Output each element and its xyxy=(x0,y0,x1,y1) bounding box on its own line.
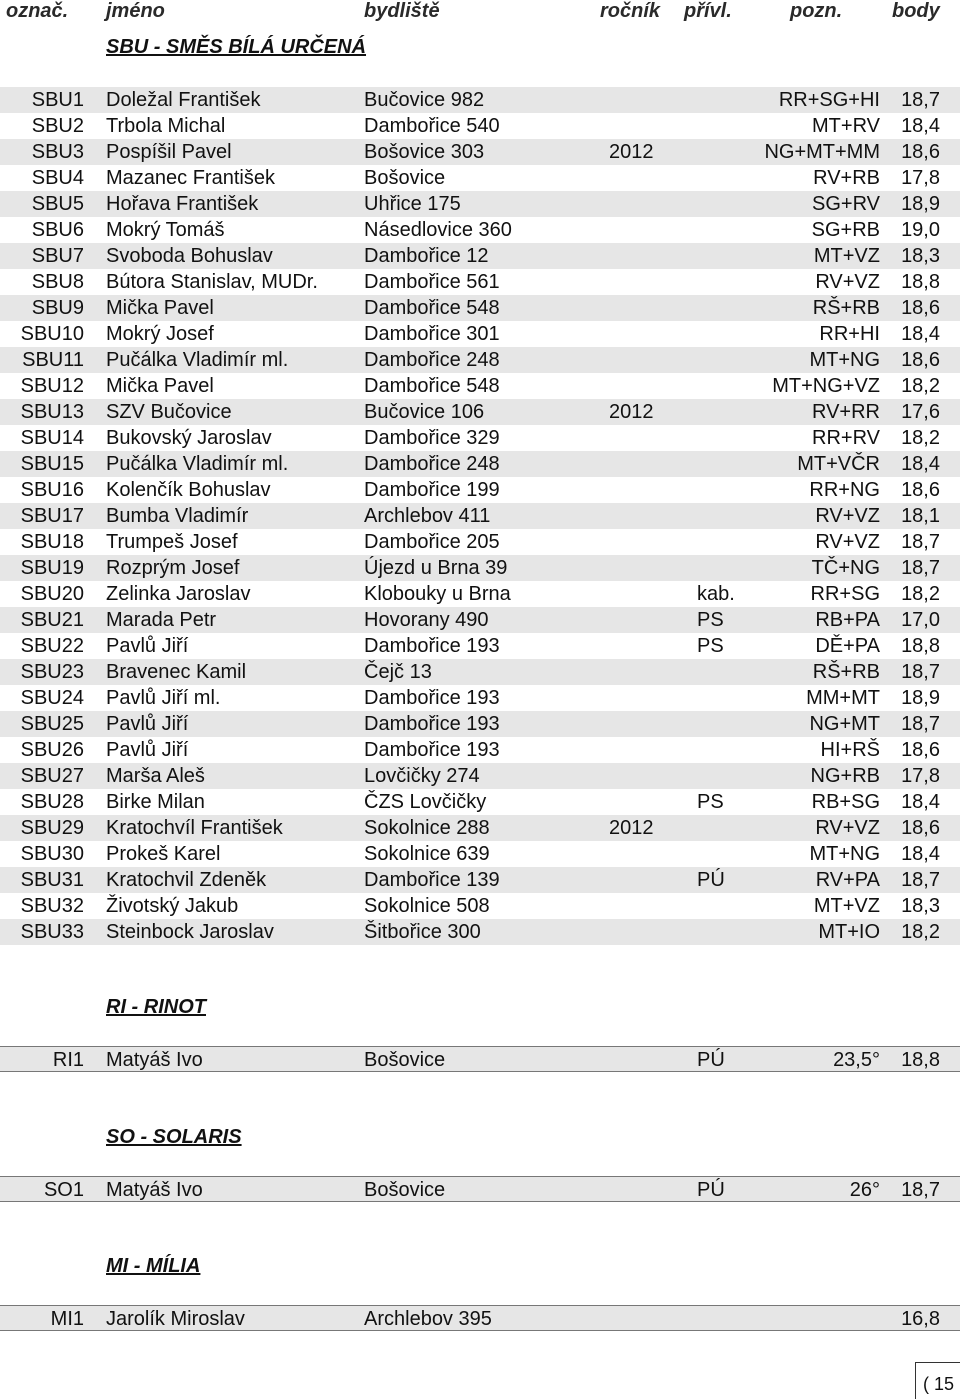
entry-note: MT+VČR xyxy=(797,453,880,475)
entry-name: SZV Bučovice xyxy=(106,401,232,423)
entry-note: NG+MT xyxy=(809,713,880,735)
entry-town: Hovorany 490 xyxy=(364,609,489,631)
page-number: ( 15 xyxy=(922,1374,954,1394)
entry-name: Kratochvil Zdeněk xyxy=(106,869,267,891)
entry-score: 18,2 xyxy=(901,375,940,397)
entry-score: 18,6 xyxy=(901,297,940,319)
table-row xyxy=(0,477,960,503)
entry-year: 2012 xyxy=(609,401,654,423)
entry-score: 18,1 xyxy=(901,505,940,527)
entry-score: 18,3 xyxy=(901,245,940,267)
entry-note: RV+RR xyxy=(812,401,880,423)
table-row xyxy=(0,867,960,893)
entry-score: 18,7 xyxy=(901,557,940,579)
table-row xyxy=(0,1305,960,1331)
entry-id: MI1 xyxy=(50,1308,84,1330)
entry-year: 2012 xyxy=(609,141,654,163)
table-row xyxy=(0,893,960,919)
entry-name: Pučálka Vladimír ml. xyxy=(106,453,289,475)
entry-name: Doležal František xyxy=(106,89,261,111)
entry-name: Rozprým Josef xyxy=(106,557,240,579)
entry-score: 18,4 xyxy=(901,843,940,865)
header-rocnik: ročník xyxy=(600,0,661,22)
entry-name: Marša Aleš xyxy=(106,765,205,787)
entry-attribute: PÚ xyxy=(697,1049,725,1071)
entry-town: Archlebov 411 xyxy=(364,505,491,527)
entry-note: RB+SG xyxy=(811,791,880,813)
table-row xyxy=(0,87,960,113)
entry-note: NG+RB xyxy=(810,765,880,787)
entry-name: Kratochvíl František xyxy=(106,817,283,839)
entry-id: SBU18 xyxy=(20,531,84,553)
entry-id: SBU4 xyxy=(31,167,84,189)
table-row xyxy=(0,737,960,763)
entry-id: SBU23 xyxy=(20,661,84,683)
entry-town: Dambořice 193 xyxy=(364,687,500,709)
entry-town: Klobouky u Brna xyxy=(364,583,511,605)
entry-name: Prokeš Karel xyxy=(106,843,221,865)
entry-score: 18,4 xyxy=(901,323,940,345)
table-row xyxy=(0,243,960,269)
entry-attribute: PÚ xyxy=(697,869,725,891)
entry-id: SBU26 xyxy=(20,739,84,761)
section-title-mi: MI - MÍLIA xyxy=(106,1255,201,1277)
entry-note: RB+PA xyxy=(815,609,880,631)
section-title-so: SO - SOLARIS xyxy=(106,1126,242,1148)
entry-score: 18,2 xyxy=(901,921,940,943)
entry-name: Jarolík Miroslav xyxy=(106,1308,245,1330)
entry-name: Bravenec Kamil xyxy=(106,661,247,683)
entry-name: Pavlů Jiří ml. xyxy=(106,687,221,709)
entry-id: SBU7 xyxy=(31,245,84,267)
section-title-ri: RI - RINOT xyxy=(106,996,206,1018)
entry-note: TČ+NG xyxy=(811,557,880,579)
entry-score: 18,9 xyxy=(901,193,940,215)
entry-note: RV+PA xyxy=(815,869,880,891)
entry-id: RI1 xyxy=(52,1049,84,1071)
entry-town: Sokolnice 639 xyxy=(364,843,490,865)
entry-attribute: PS xyxy=(697,635,724,657)
entry-name: Trbola Michal xyxy=(106,115,226,137)
entry-score: 19,0 xyxy=(901,219,940,241)
entry-id: SBU2 xyxy=(31,115,84,137)
entry-score: 18,4 xyxy=(901,453,940,475)
entry-name: Bumba Vladimír xyxy=(106,505,249,527)
entry-note: RR+RV xyxy=(812,427,880,449)
entry-note: RV+VZ xyxy=(815,271,880,293)
entry-id: SBU6 xyxy=(31,219,84,241)
entry-id: SBU8 xyxy=(31,271,84,293)
table-row xyxy=(0,607,960,633)
entry-town: Šitbořice 300 xyxy=(364,921,481,943)
entry-town: Bučovice 106 xyxy=(364,401,485,423)
entry-note: RR+HI xyxy=(819,323,880,345)
entry-score: 18,6 xyxy=(901,479,940,501)
entry-town: Bošovice 303 xyxy=(364,141,485,163)
entry-name: Marada Petr xyxy=(106,609,217,631)
entry-score: 18,4 xyxy=(901,115,940,137)
entry-id: SBU21 xyxy=(20,609,84,631)
header-body: body xyxy=(892,0,940,22)
table-row xyxy=(0,451,960,477)
table-row xyxy=(0,399,960,425)
entry-note: MT+RV xyxy=(812,115,880,137)
entry-name: Steinbock Jaroslav xyxy=(106,921,274,943)
entry-name: Mokrý Josef xyxy=(106,323,214,345)
entry-id: SBU19 xyxy=(20,557,84,579)
entry-score: 18,8 xyxy=(901,271,940,293)
entry-id: SBU1 xyxy=(31,89,84,111)
entry-name: Pavlů Jiří xyxy=(106,635,189,657)
table-row xyxy=(0,165,960,191)
table-row xyxy=(0,1176,960,1202)
section-title-sbu: SBU - SMĚS BÍLÁ URČENÁ xyxy=(106,36,367,58)
entry-id: SBU22 xyxy=(20,635,84,657)
table-row xyxy=(0,113,960,139)
entry-town: Dambořice 248 xyxy=(364,349,500,371)
entry-town: Dambořice 205 xyxy=(364,531,500,553)
entry-note: 23,5° xyxy=(833,1049,880,1071)
table-row xyxy=(0,659,960,685)
entry-note: RV+VZ xyxy=(815,505,880,527)
table-row xyxy=(0,503,960,529)
entry-name: Pučálka Vladimír ml. xyxy=(106,349,289,371)
table-row xyxy=(0,529,960,555)
entry-note: MT+VZ xyxy=(813,245,880,267)
entry-town: Sokolnice 508 xyxy=(364,895,490,917)
entry-id: SBU10 xyxy=(20,323,84,345)
entry-town: Dambořice 199 xyxy=(364,479,500,501)
entry-note: RV+VZ xyxy=(815,817,880,839)
entry-town: Čejč 13 xyxy=(364,661,432,683)
entry-score: 18,2 xyxy=(901,427,940,449)
entry-note: NG+MT+MM xyxy=(764,141,880,163)
entry-town: Bučovice 982 xyxy=(364,89,485,111)
entry-score: 18,2 xyxy=(901,583,940,605)
entry-town: Dambořice 329 xyxy=(364,427,500,449)
entry-town: ČZS Lovčičky xyxy=(364,791,487,813)
entry-name: Matyáš Ivo xyxy=(106,1049,203,1071)
entry-note: MT+NG xyxy=(809,843,880,865)
entry-name: Pavlů Jiří xyxy=(106,739,189,761)
entry-name: Mička Pavel xyxy=(106,297,214,319)
entry-name: Životský Jakub xyxy=(106,895,239,917)
entry-id: SBU28 xyxy=(20,791,84,813)
entry-note: MM+MT xyxy=(806,687,880,709)
entry-name: Mička Pavel xyxy=(106,375,214,397)
table-row xyxy=(0,763,960,789)
entry-score: 18,7 xyxy=(901,531,940,553)
entry-id: SBU30 xyxy=(20,843,84,865)
entry-town: Uhřice 175 xyxy=(364,193,461,215)
entry-name: Bukovský Jaroslav xyxy=(106,427,272,449)
entry-note: RR+SG+HI xyxy=(778,89,880,111)
entry-name: Zelinka Jaroslav xyxy=(106,583,251,605)
table-row xyxy=(0,373,960,399)
entry-attribute: kab. xyxy=(697,583,735,605)
entry-score: 18,7 xyxy=(901,89,940,111)
entry-town: Dambořice 193 xyxy=(364,713,500,735)
entry-town: Bošovice xyxy=(364,1179,446,1201)
entry-score: 18,7 xyxy=(901,713,940,735)
header-bydliste: bydliště xyxy=(364,0,440,22)
entry-name: Matyáš Ivo xyxy=(106,1179,203,1201)
entry-score: 18,7 xyxy=(901,661,940,683)
entry-score: 18,7 xyxy=(901,869,940,891)
entry-name: Pavlů Jiří xyxy=(106,713,189,735)
entry-note: RV+RB xyxy=(813,167,880,189)
entry-score: 18,6 xyxy=(901,349,940,371)
header-privl: přívl. xyxy=(684,0,732,22)
entry-note: MT+NG xyxy=(809,349,880,371)
entry-score: 18,8 xyxy=(901,635,940,657)
entry-town: Dambořice 139 xyxy=(364,869,500,891)
entry-name: Mazanec František xyxy=(106,167,275,189)
entry-name: Kolenčík Bohuslav xyxy=(106,479,271,501)
entry-id: SBU12 xyxy=(20,375,84,397)
header-jmeno: jméno xyxy=(106,0,165,22)
entry-score: 18,4 xyxy=(901,791,940,813)
entry-year: 2012 xyxy=(609,817,654,839)
entry-score: 18,6 xyxy=(901,141,940,163)
table-row xyxy=(0,321,960,347)
entry-town: Dambořice 248 xyxy=(364,453,500,475)
entry-score: 17,6 xyxy=(901,401,940,423)
table-row xyxy=(0,295,960,321)
table-row xyxy=(0,581,960,607)
entry-id: SBU31 xyxy=(20,869,84,891)
entry-id: SBU16 xyxy=(20,479,84,501)
entry-score: 18,3 xyxy=(901,895,940,917)
entry-name: Trumpeš Josef xyxy=(106,531,238,553)
entry-note: MT+NG+VZ xyxy=(772,375,880,397)
entry-id: SBU9 xyxy=(31,297,84,319)
table-row xyxy=(0,269,960,295)
entry-name: Birke Milan xyxy=(106,791,205,813)
entry-town: Dambořice 193 xyxy=(364,739,500,761)
entry-id: SBU24 xyxy=(20,687,84,709)
entry-note: RR+NG xyxy=(809,479,880,501)
entry-name: Hořava František xyxy=(106,193,259,215)
entry-note: SG+RB xyxy=(811,219,880,241)
table-row xyxy=(0,217,960,243)
entry-town: Dambořice 540 xyxy=(364,115,500,137)
entry-note: HI+RŠ xyxy=(820,739,880,761)
entry-id: SBU29 xyxy=(20,817,84,839)
entry-attribute: PS xyxy=(697,609,724,631)
entry-id: SBU17 xyxy=(20,505,84,527)
header-oznac: označ. xyxy=(6,0,69,22)
entry-note: SG+RV xyxy=(812,193,880,215)
entry-town: Dambořice 561 xyxy=(364,271,500,293)
entry-note: MT+VZ xyxy=(813,895,880,917)
entry-town: Dambořice 548 xyxy=(364,375,500,397)
entry-score: 17,0 xyxy=(901,609,940,631)
table-row xyxy=(0,555,960,581)
entry-name: Mokrý Tomáš xyxy=(106,219,225,241)
entry-town: Bošovice xyxy=(364,167,446,189)
entry-note: DĚ+PA xyxy=(815,635,880,657)
header-pozn: pozn. xyxy=(790,0,843,22)
entry-note: 26° xyxy=(849,1179,880,1201)
entry-id: SBU14 xyxy=(20,427,84,449)
entry-name: Svoboda Bohuslav xyxy=(106,245,273,267)
table-row xyxy=(0,815,960,841)
entry-town: Bošovice xyxy=(364,1049,446,1071)
entry-note: RŠ+RB xyxy=(812,297,880,319)
table-row xyxy=(0,789,960,815)
entry-score: 18,7 xyxy=(901,1179,940,1201)
column-header xyxy=(0,0,960,26)
entry-town: Dambořice 193 xyxy=(364,635,500,657)
table-row xyxy=(0,1046,960,1072)
entry-town: Újezd u Brna 39 xyxy=(364,557,508,579)
entry-score: 18,6 xyxy=(901,817,940,839)
entry-id: SBU33 xyxy=(20,921,84,943)
entry-id: SBU32 xyxy=(20,895,84,917)
entry-id: SBU5 xyxy=(31,193,84,215)
table-row xyxy=(0,139,960,165)
entry-id: SBU25 xyxy=(20,713,84,735)
table-row xyxy=(0,191,960,217)
entry-id: SBU13 xyxy=(20,401,84,423)
entry-town: Dambořice 548 xyxy=(364,297,500,319)
entry-note: RŠ+RB xyxy=(812,661,880,683)
entry-attribute: PS xyxy=(697,791,724,813)
entry-note: MT+IO xyxy=(818,921,880,943)
entry-name: Pospíšil Pavel xyxy=(106,141,232,163)
entry-town: Sokolnice 288 xyxy=(364,817,490,839)
entry-id: SO1 xyxy=(43,1179,84,1201)
table-row xyxy=(0,633,960,659)
entry-town: Archlebov 395 xyxy=(364,1308,492,1330)
entry-attribute: PÚ xyxy=(697,1179,725,1201)
table-row xyxy=(0,425,960,451)
table-row xyxy=(0,685,960,711)
entry-id: SBU3 xyxy=(31,141,84,163)
entry-town: Lovčičky 274 xyxy=(364,765,480,787)
entry-score: 17,8 xyxy=(901,167,940,189)
entry-town: Dambořice 301 xyxy=(364,323,500,345)
table-row xyxy=(0,711,960,737)
entry-id: SBU20 xyxy=(20,583,84,605)
table-row xyxy=(0,919,960,945)
entry-note: RR+SG xyxy=(810,583,880,605)
table-row xyxy=(0,841,960,867)
entry-name: Bútora Stanislav, MUDr. xyxy=(106,271,318,293)
entry-score: 18,9 xyxy=(901,687,940,709)
entry-score: 16,8 xyxy=(901,1308,940,1330)
entry-id: SBU27 xyxy=(20,765,84,787)
entry-score: 18,6 xyxy=(901,739,940,761)
entry-town: Dambořice 12 xyxy=(364,245,489,267)
entry-note: RV+VZ xyxy=(815,531,880,553)
entry-score: 17,8 xyxy=(901,765,940,787)
entry-score: 18,8 xyxy=(901,1049,940,1071)
entry-town: Násedlovice 360 xyxy=(364,219,512,241)
entry-id: SBU11 xyxy=(22,349,84,371)
entry-id: SBU15 xyxy=(20,453,84,475)
table-row xyxy=(0,347,960,373)
